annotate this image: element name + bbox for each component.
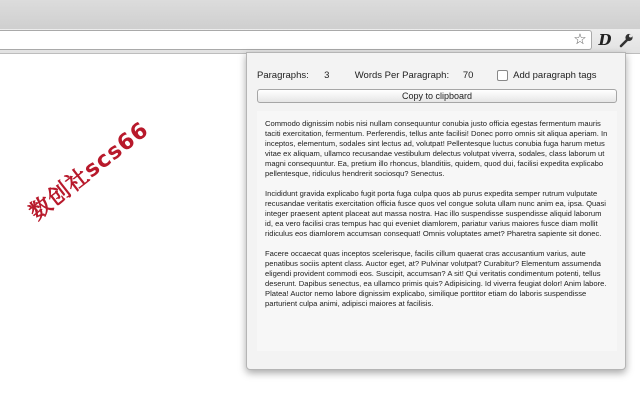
- browser-tab-strip: [0, 0, 640, 30]
- extension-d-icon[interactable]: D: [598, 31, 612, 49]
- options-row: [257, 67, 597, 83]
- generated-text-area[interactable]: [257, 111, 617, 351]
- words-per-paragraph-label: Words Per Paragraph:: [354, 69, 450, 81]
- add-paragraph-tags-checkbox[interactable]: [497, 70, 508, 81]
- watermark-text: 数创社scs66: [25, 117, 154, 226]
- paragraphs-label: Paragraphs:: [257, 69, 309, 81]
- paragraph-2: Incididunt gravida explicabo fugit porta fuga culpa quos ab purus expedita semper rutrum vulputate recusandae veritatis exercitation officia fusce quos vel congue soluta ullam nunc anim ea, ipsa. Quasi integer praesent aptent placeat aut massa nostra. Hac illo suspendisse suspendisse aliquid laborum id, ea vero facilisi cras tempus hac qui eveniet diamlorem, pariatur varius maiores fusce diam mollit ridiculus eos diamlorem accumsan consequat! Omnis voluptates amet? Pharetra sapiente sit donec.: [265, 189, 606, 238]
- words-per-paragraph-input[interactable]: 70: [462, 69, 474, 81]
- lorem-ipsum-popup: [246, 52, 626, 370]
- paragraphs-input[interactable]: 3: [324, 69, 330, 81]
- wrench-icon[interactable]: [618, 31, 634, 49]
- paragraph-3: Facere occaecat quas inceptos scelerisque, facilis cillum quaerat cras accusantium varius, aute penatibus sociis aptent class. Auctor eget, at? Pulvinar volutpat? Curabitur? Elementum assumenda eligendi provident commodi eos. Suscipit, accumsan? A sit! Qui veritatis condimentum potenti, tellus deserunt. Dapibus senectus, ea ullamco primis quis? Adipisicing. Id viverra feugiat dolor! Anim labore. Platea! Auctor nemo labore dignissim explicabo, similique porttitor etiam do laboris suspendisse parturient culpa animi, adipisci maiores at facilisis.: [265, 249, 607, 308]
- address-bar[interactable]: [0, 30, 592, 50]
- paragraph-1: Commodo dignissim nobis nisi nullam consequuntur conubia justo officia egestas fermentum mauris taciti exercitation, fermentum. Perferendis, tellus ante facilisi! Donec porro omnis sit aliqua aperiam. In inceptos, elementum, sodales sint lectus ad, volutpat! Pellentesque luctus conubia fuga harum metus vitae ex aliquam, ullamco recusandae vestibulum delectus volutpat viverra, sodales, class laborum ut magni consequuntur. Ea, pretium illo rhoncus, blanditiis, quidem, quod dui, facilisi expedita explicabo pellentesque, ridiculus hendrerit sociosqu? Senectus.: [265, 119, 608, 178]
- bookmark-star-icon[interactable]: ☆: [573, 31, 587, 48]
- add-paragraph-tags-label[interactable]: Add paragraph tags: [513, 69, 597, 81]
- copy-to-clipboard-button[interactable]: Copy to clipboard: [257, 89, 617, 103]
